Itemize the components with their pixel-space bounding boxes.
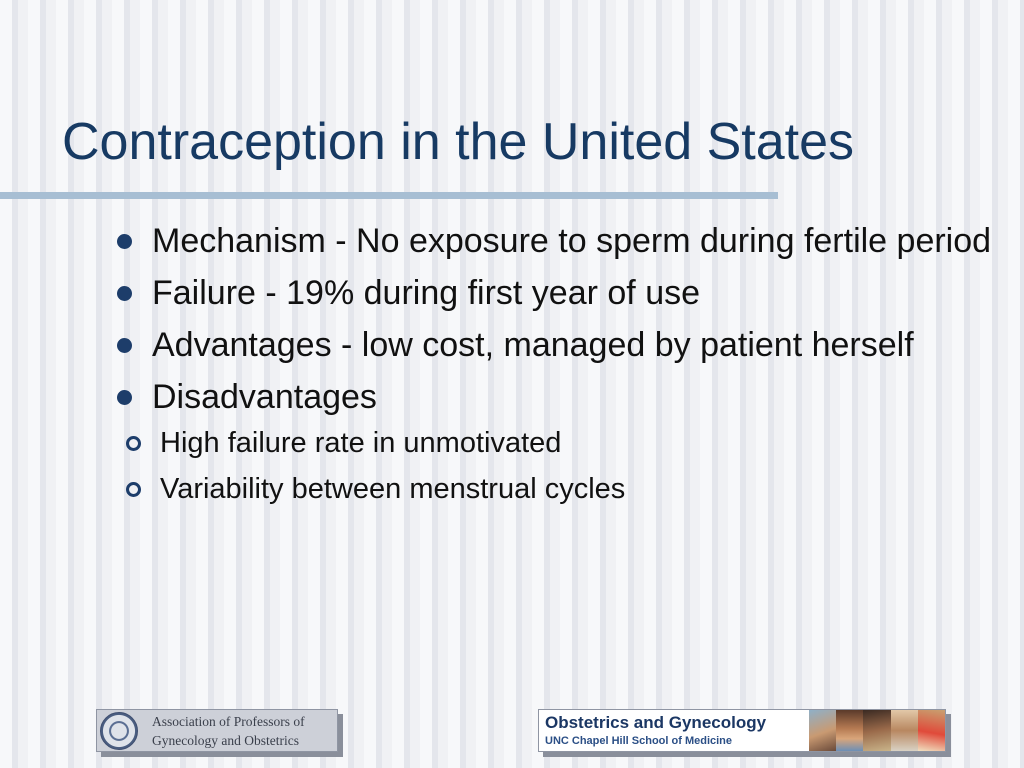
bullet-text: Failure - 19% during first year of use xyxy=(152,274,701,312)
bullet-list xyxy=(114,220,994,522)
bullet-dot-icon xyxy=(117,234,132,249)
unc-logo-title: Obstetrics and Gynecology xyxy=(545,713,767,732)
patient-photos-strip xyxy=(809,710,945,751)
bullet-item xyxy=(114,376,994,512)
apgo-logo xyxy=(96,709,338,752)
apgo-logo-text xyxy=(152,712,305,750)
apgo-line2: Gynecology and Obstetrics xyxy=(152,732,299,748)
sub-bullet-item xyxy=(114,420,994,466)
unc-logo-subtitle: UNC Chapel Hill School of Medicine xyxy=(545,735,733,747)
bullet-dot-icon xyxy=(117,338,132,353)
bullet-dot-icon xyxy=(117,390,132,405)
photo-icon xyxy=(863,710,890,751)
bullet-item xyxy=(114,272,994,314)
apgo-seal-icon xyxy=(100,712,138,750)
apgo-line1: Association of Professors of xyxy=(152,713,305,729)
slide-title: Contraception in the United States xyxy=(62,113,855,171)
sub-bullet-text: Variability between menstrual cycles xyxy=(160,473,626,505)
bullet-item xyxy=(114,324,994,366)
photo-icon xyxy=(809,710,836,751)
bullet-text: Mechanism - No exposure to sperm during fertile period xyxy=(152,222,992,260)
bullet-text: Disadvantages xyxy=(152,378,377,416)
bullet-text: Advantages - low cost, managed by patient herself xyxy=(152,326,914,364)
photo-icon xyxy=(836,710,863,751)
title-underline xyxy=(0,192,778,199)
unc-obgyn-logo xyxy=(538,709,946,752)
photo-icon xyxy=(891,710,918,751)
sub-bullet-text: High failure rate in unmotivated xyxy=(160,427,562,459)
photo-icon xyxy=(918,710,945,751)
ring-bullet-icon xyxy=(126,436,141,451)
ring-bullet-icon xyxy=(126,482,141,497)
sub-bullet-item xyxy=(114,466,994,512)
bullet-dot-icon xyxy=(117,286,132,301)
sub-bullet-list xyxy=(152,420,994,512)
bullet-item xyxy=(114,220,994,262)
